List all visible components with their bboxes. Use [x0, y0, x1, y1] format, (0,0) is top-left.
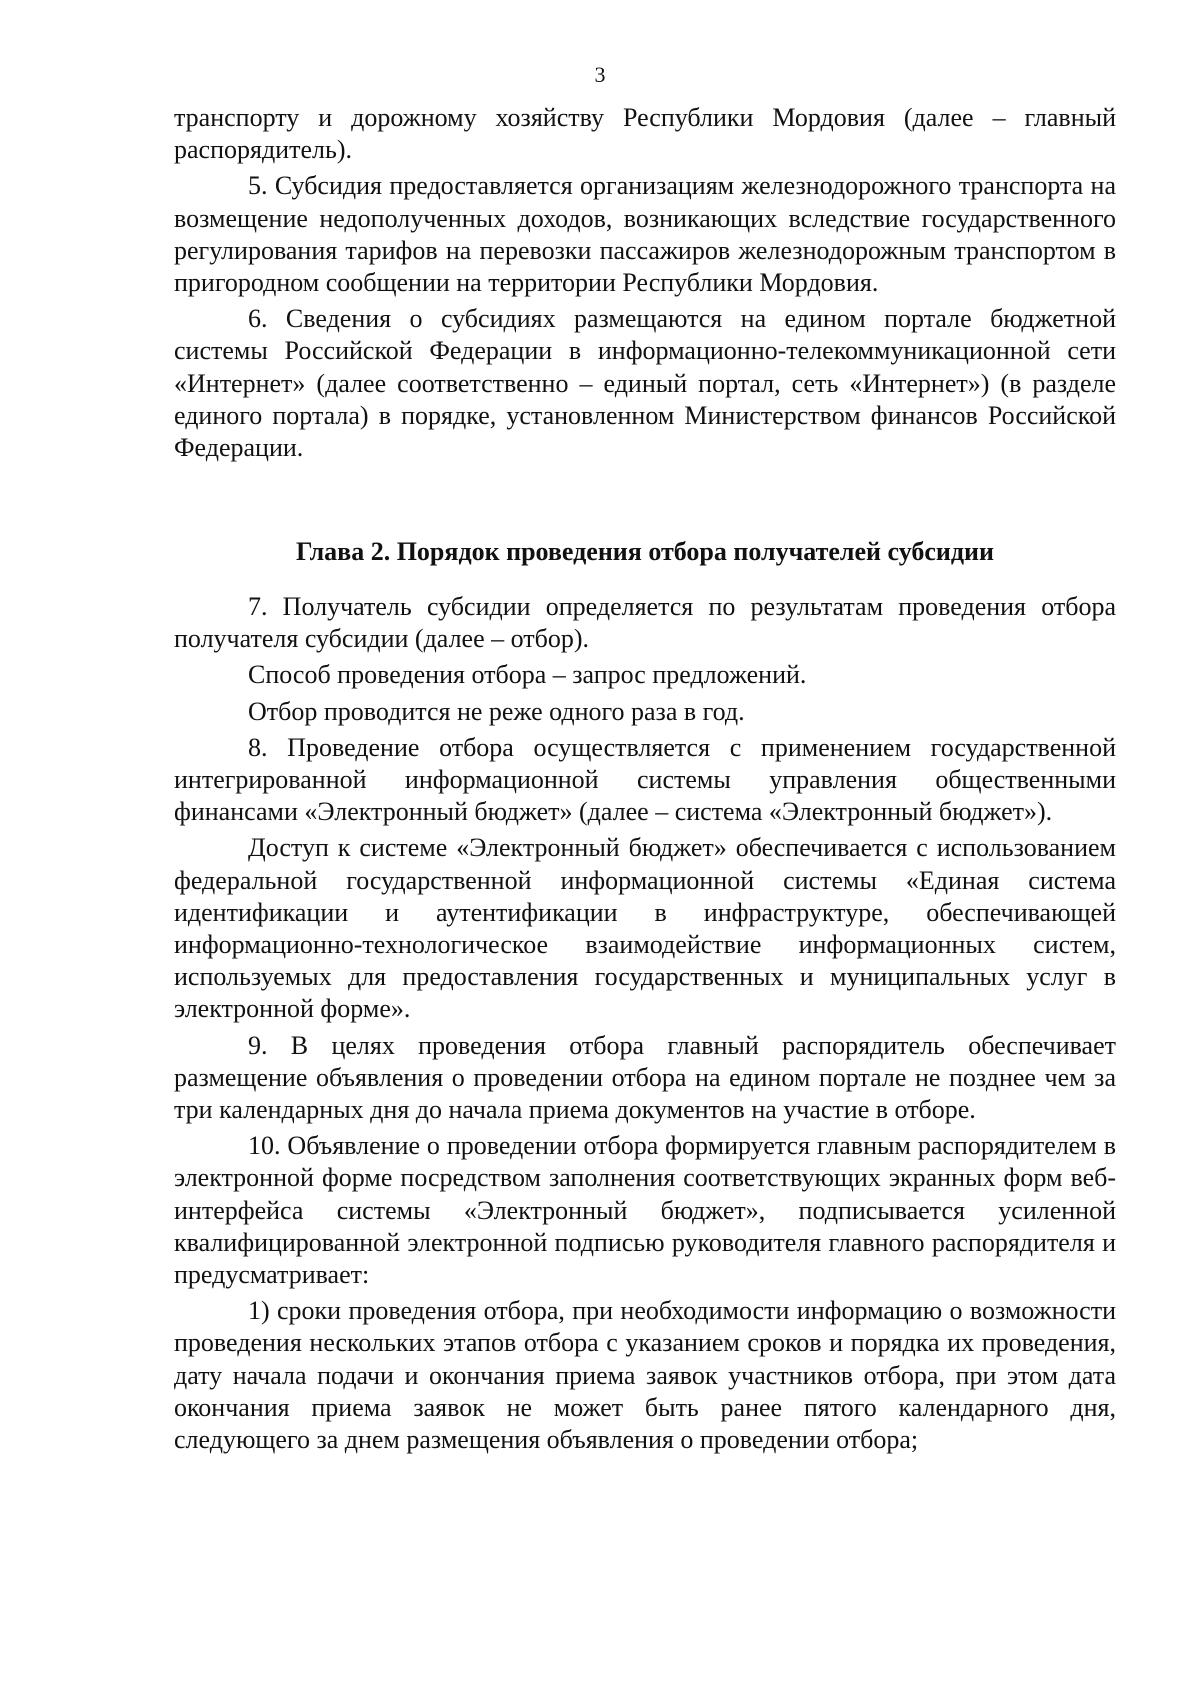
section-chapter-2: [174, 591, 1116, 1456]
access-paragraph: Доступ к системе «Электронный бюджет» обеспечивается с использованием федеральной государственной информационной системы «Единая система идентификации и аутентификации в инфраструктуре, обеспечивающей информационно-технологическое взаимодействие информационных систем, используемых для предоставления государственных и муниципальных услуг в электронной форме».: [174, 833, 1116, 1024]
paragraph-8: 8. Проведение отбора осуществляется с применением государственной интегрированной информационной системы управления общественными финансами «Электронный бюджет» (далее – система «Электронный бюджет»).: [174, 732, 1116, 827]
section-chapter-1-tail: [174, 102, 1116, 464]
paragraph-6: 6. Сведения о субсидиях размещаются на едином портале бюджетной системы Российской Федерации в информационно-телекоммуникационной сети «Интернет» (далее соответственно – единый портал, сеть «Интернет») (в разделе единого портала) в порядке, установленном Министерством финансов Российской Федерации.: [174, 304, 1116, 463]
selection-frequency: Отбор проводится не реже одного раза в год.: [248, 696, 745, 726]
paragraph-5: 5. Субсидия предоставляется организациям железнодорожного транспорта на возмещение недополученных доходов, возникающих вследствие государственного регулирования тарифов на перевозки пассажиров железнодорожным транспортом в пригородном сообщении на территории Республики Мордовия.: [174, 171, 1116, 298]
chapter-2-heading: Глава 2. Порядок проведения отбора получателей субсидии: [295, 537, 995, 566]
subitem-1: 1) сроки проведения отбора, при необходимости информацию о возможности проведения нескольких этапов отбора с указанием сроков и порядка их проведения, дату начала подачи и окончания приема заявок участников отбора, при этом дата окончания приема заявок не может быть ранее пятого календарного дня, следующего за днем размещения объявления о проведении отбора;: [174, 1296, 1116, 1455]
page-number: 3: [594, 62, 606, 87]
intro-paragraph: транспорту и дорожному хозяйству Республики Мордовия (далее – главный распорядитель).: [174, 103, 1116, 165]
paragraph-7: 7. Получатель субсидии определяется по результатам проведения отбора получателя субсидии (далее – отбор).: [174, 592, 1116, 654]
selection-method: Способ проведения отбора – запрос предложений.: [248, 660, 807, 690]
paragraph-9: 9. В целях проведения отбора главный распорядитель обеспечивает размещение объявления о проведении отбора на едином портале не позднее чем за три календарных дня до начала приема документов на участие в отборе.: [174, 1030, 1116, 1125]
paragraph-10: 10. Объявление о проведении отбора формируется главным распорядителем в электронной форме посредством заполнения соответствующих экранных форм веб-интерфейса системы «Электронный бюджет», подписывается усиленной квалифицированной электронной подписью руководителя главного распорядителя и предусматривает:: [174, 1131, 1116, 1290]
